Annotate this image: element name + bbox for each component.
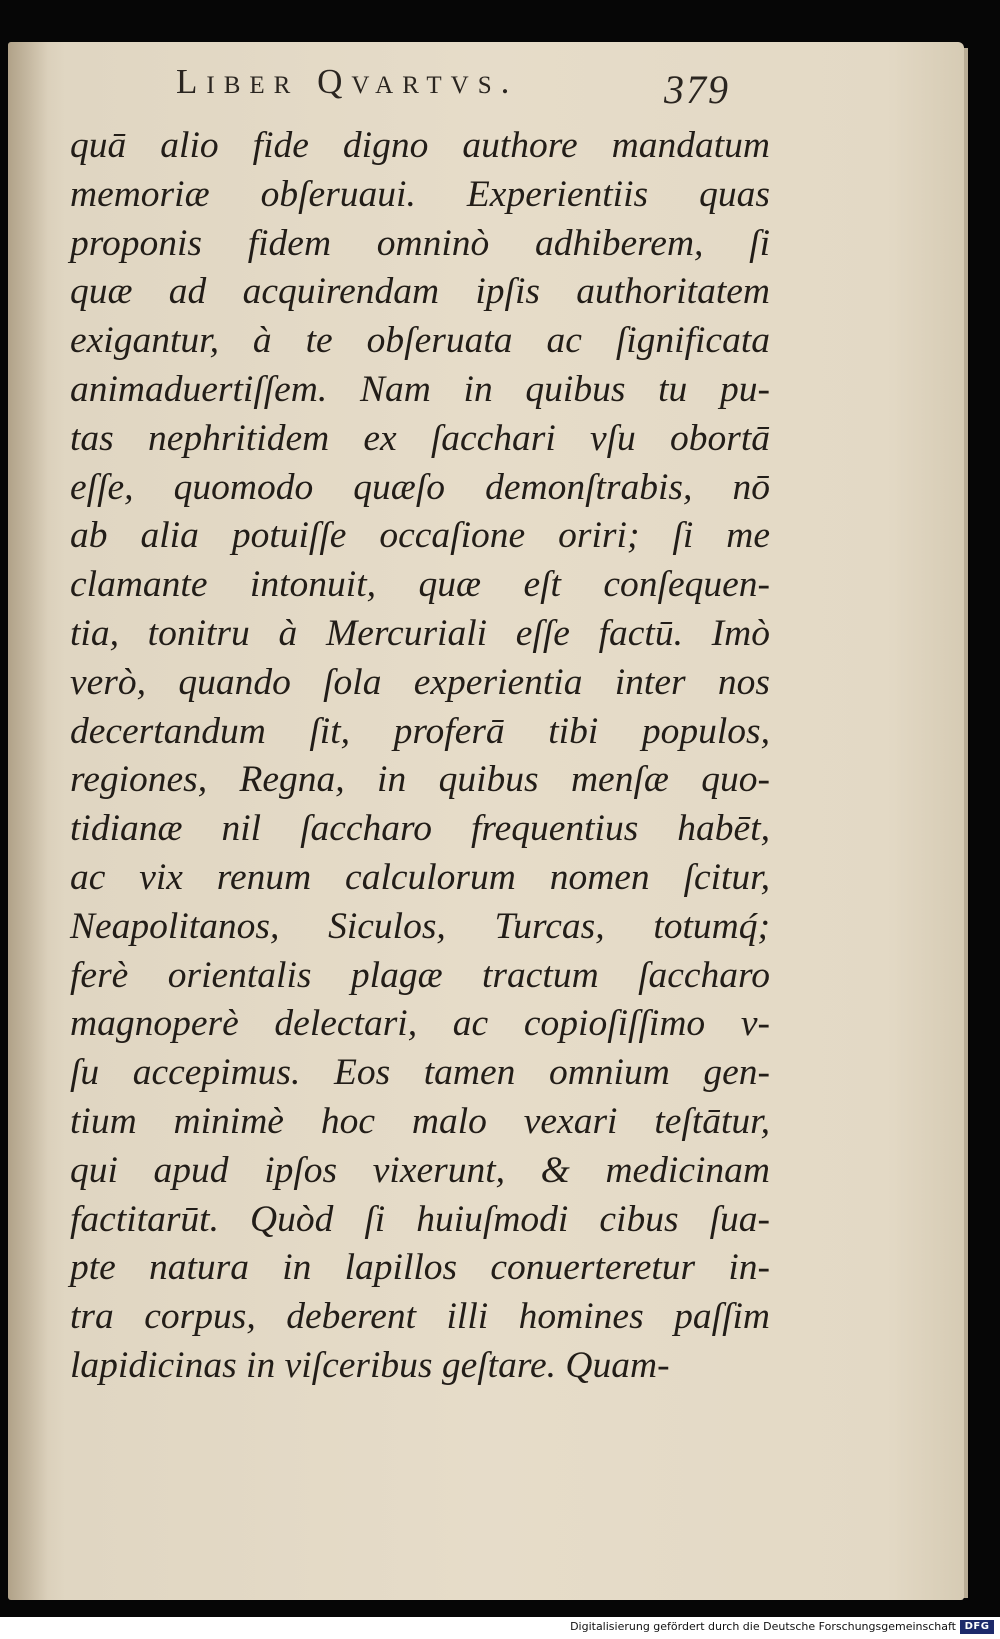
- text-line: proponis fidem omninò adhiberem, ſi: [70, 222, 770, 264]
- text-line: quā alio fide digno authore mandatum: [70, 125, 770, 166]
- body-text: [70, 122, 770, 1391]
- text-line: ferè orientalis plagæ tractum ſaccharo: [70, 954, 770, 996]
- text-line: animaduertiſſem. Nam in quibus tu pu-: [70, 368, 770, 410]
- text-line: tia, tonitru à Mercuriali eſſe factū. Imò: [70, 612, 770, 654]
- text-line: factitarūt. Quòd ſi huiuſmodi cibus ſua-: [70, 1198, 770, 1240]
- dfg-logo: DFG: [960, 1620, 994, 1634]
- text-line: tra corpus, deberent illi homines paſſim: [70, 1296, 770, 1338]
- text-line: tium minimè hoc malo vexari teſtātur,: [70, 1100, 770, 1142]
- text-line: verò, quando ſola experientia inter nos: [70, 661, 770, 703]
- text-line: eſſe, quomodo quæſo demonſtrabis, nō: [70, 466, 770, 508]
- text-line: pte natura in lapillos conuerteretur in-: [70, 1247, 770, 1289]
- text-line: clamante intonuit, quæ eſt conſequen-: [70, 564, 770, 606]
- text-line: tas nephritidem ex ſacchari vſu obortā: [70, 417, 770, 459]
- text-line: exigantur, à te obſeruata ac ſignificata: [70, 320, 770, 362]
- text-line: ac vix renum calculorum nomen ſcitur,: [70, 856, 770, 898]
- text-line: ſu accepimus. Eos tamen omnium gen-: [70, 1052, 770, 1094]
- text-line: memoriæ obſeruaui. Experientiis quas: [70, 173, 770, 215]
- running-head: Liber Qvartvs.: [176, 62, 519, 101]
- text-line: qui apud ipſos vixerunt, & medicinam: [70, 1149, 770, 1191]
- text-line: regiones, Regna, in quibus menſæ quo-: [70, 759, 770, 801]
- page-number: 379: [664, 67, 730, 112]
- page-header: [176, 58, 776, 112]
- footer-bar: [0, 1617, 1000, 1639]
- text-line: magnoperè delectari, ac copioſiſſimo v-: [70, 1003, 770, 1045]
- text-line: tidianæ nil ſaccharo frequentius habēt,: [70, 808, 770, 850]
- text-line: quæ ad acquirendam ipſis authoritatem: [70, 271, 770, 313]
- text-line: Neapolitanos, Siculos, Turcas, totumq́;: [70, 905, 770, 947]
- text-line: lapidicinas in viſceribus geſtare. Quam-: [70, 1344, 670, 1386]
- text-line: decertandum ſit, proferā tibi populos,: [70, 710, 770, 752]
- text-line: ab alia potuiſſe occaſione oriri; ſi me: [70, 515, 770, 557]
- funding-note: Digitalisierung gefördert durch die Deutsche Forschungsgemeinschaft: [570, 1620, 956, 1633]
